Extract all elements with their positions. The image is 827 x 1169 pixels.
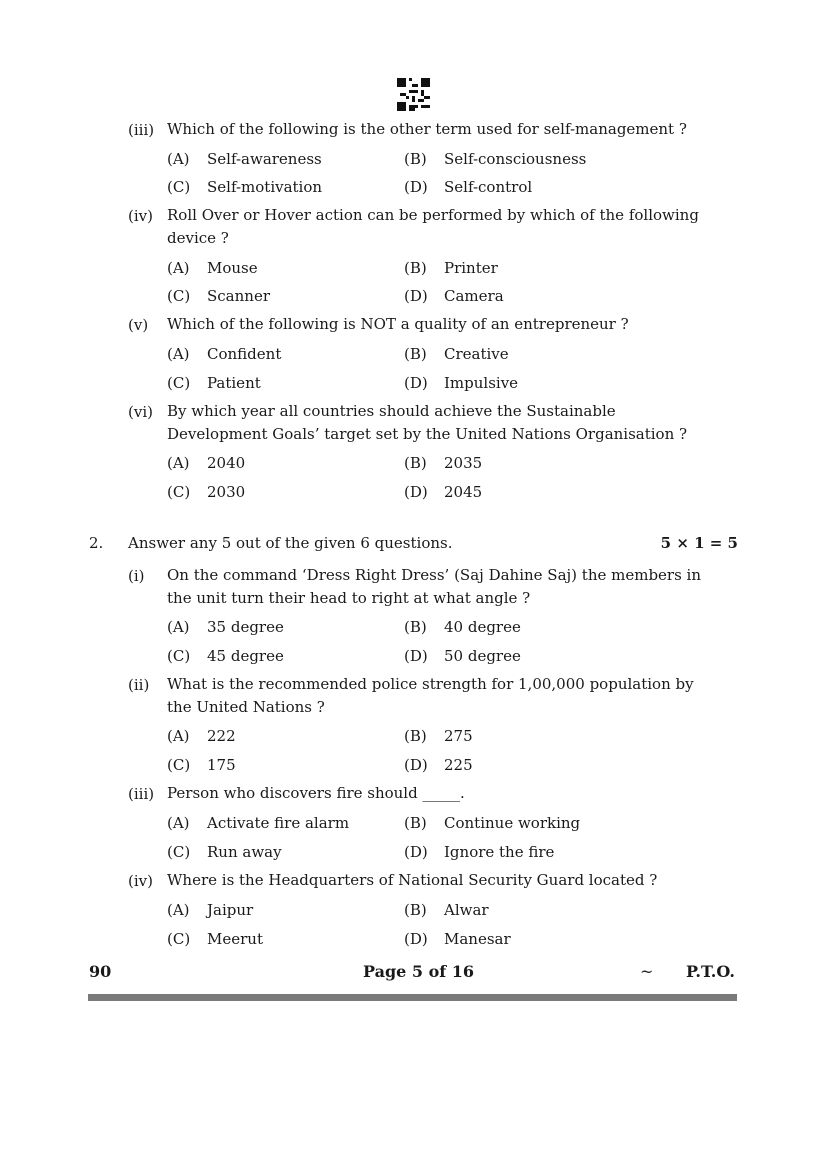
question-text: By which year all countries should achieve the Sustainable Development Goals’ target set by the United Nations Organisation ?	[167, 402, 688, 443]
option: (A) Confident	[167, 345, 282, 363]
option: (A) 2040	[167, 454, 246, 472]
option: (A) Jaipur	[167, 901, 254, 919]
option: (A) Self-awareness	[167, 150, 322, 168]
question-text: Which of the following is the other term used for self-management ?	[167, 120, 687, 138]
option: (C) Self-motivation	[167, 178, 323, 196]
marks-label: 5 × 1 = 5	[660, 534, 738, 552]
option: (C) 175	[167, 756, 236, 774]
question-number: (ii)	[128, 676, 150, 694]
option: (C) Scanner	[167, 287, 270, 305]
section-number: 2.	[89, 534, 104, 552]
question-text: Person who discovers fire should _____.	[167, 784, 465, 802]
question-number: (v)	[128, 316, 149, 334]
option: (B) Creative	[404, 345, 509, 363]
question-text: On the command ‘Dress Right Dress’ (Saj Dahine Saj) the members in the unit turn their head to right at what angle ?	[167, 566, 702, 607]
option: (C) 45 degree	[167, 647, 284, 665]
option: (A) Activate fire alarm	[167, 814, 350, 832]
option: (C) Run away	[167, 843, 282, 861]
option: (D) Self-control	[404, 178, 533, 196]
option: (D) 225	[404, 756, 473, 774]
option: (B) 275	[404, 727, 473, 745]
option: (D) Impulsive	[404, 374, 519, 392]
option: (B) Alwar	[404, 901, 489, 919]
option: (C) Meerut	[167, 930, 263, 948]
option: (A) 35 degree	[167, 618, 284, 636]
option: (B) Printer	[404, 259, 498, 277]
option: (B) Continue working	[404, 814, 581, 832]
option: (D) Manesar	[404, 930, 511, 948]
question-number: (iv)	[128, 872, 153, 890]
option: (C) 2030	[167, 483, 246, 501]
option: (D) 2045	[404, 483, 483, 501]
question-text: Where is the Headquarters of National Security Guard located ?	[167, 871, 658, 889]
question-text: Which of the following is NOT a quality of an entrepreneur ?	[167, 315, 629, 333]
footer-rule	[88, 994, 737, 1001]
option: (B) 2035	[404, 454, 483, 472]
option: (D) Camera	[404, 287, 504, 305]
page-number: Page 5 of 16	[363, 962, 474, 981]
question-number: (i)	[128, 567, 145, 585]
qr-code-icon	[397, 78, 430, 111]
option: (D) Ignore the fire	[404, 843, 555, 861]
option: (B) 40 degree	[404, 618, 521, 636]
question-number: (iii)	[128, 785, 155, 803]
option: (C) Patient	[167, 374, 261, 392]
question-number: (iv)	[128, 207, 153, 225]
question-number: (vi)	[128, 403, 153, 421]
option: (B) Self-consciousness	[404, 150, 587, 168]
question-text: What is the recommended police strength for 1,00,000 population by the United Nations ?	[167, 675, 694, 716]
question-text: Roll Over or Hover action can be performed by which of the following device ?	[167, 206, 699, 247]
section-instruction: Answer any 5 out of the given 6 questions.	[128, 534, 453, 552]
question-number: (iii)	[128, 121, 155, 139]
option: (A) 222	[167, 727, 236, 745]
tilde-mark: ~	[640, 962, 654, 981]
pto-label: P.T.O.	[686, 962, 735, 981]
option: (A) Mouse	[167, 259, 258, 277]
paper-code: 90	[89, 962, 112, 981]
option: (D) 50 degree	[404, 647, 521, 665]
